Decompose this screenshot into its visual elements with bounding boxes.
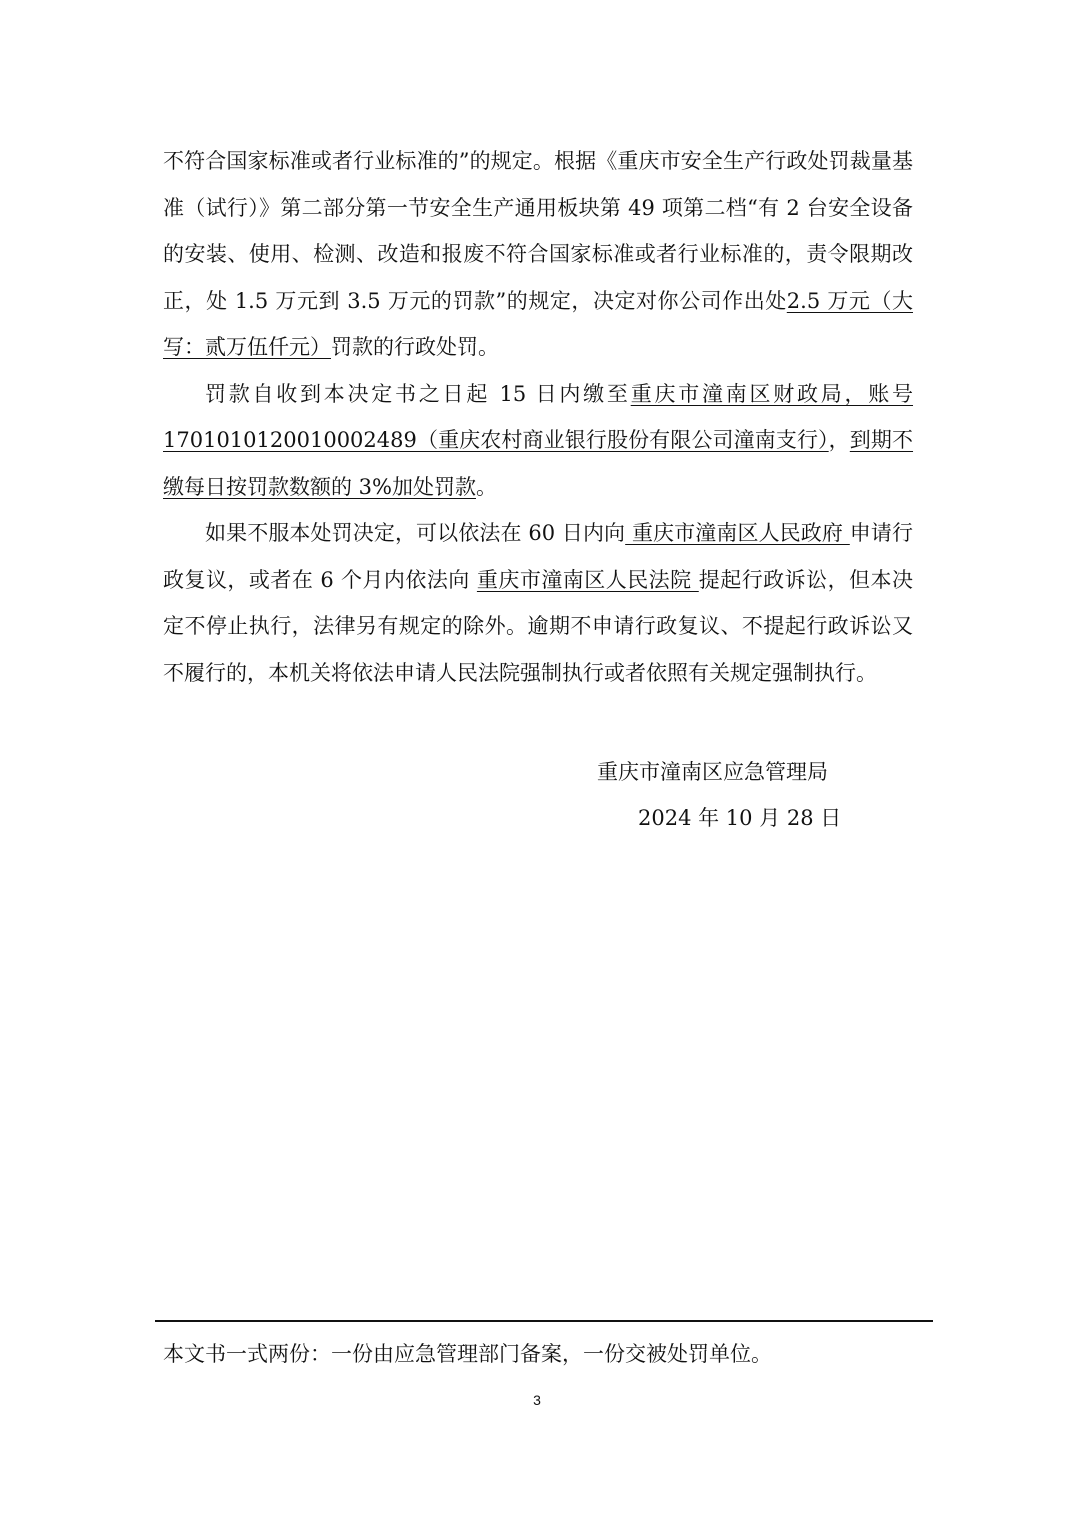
footer-note: 本文书一式两份：一份由应急管理部门备案，一份交被处罚单位。	[163, 1342, 772, 1366]
review-authority: 重庆市潼南区人民政府	[625, 521, 850, 545]
payment-closing: 。	[476, 474, 497, 499]
payment-account: 重庆市潼南区财政局，账号 1701010120010002489（重庆农村商业银行股份有限公司潼南支行）	[163, 381, 914, 452]
footer-divider	[155, 1320, 933, 1322]
court-name: 重庆市潼南区人民法院	[476, 567, 699, 592]
paragraph-penalty-basis	[163, 138, 913, 371]
fine-amount: 2.5 万元（大写：贰万伍仟元）	[163, 288, 913, 359]
page-number: 3	[533, 1392, 541, 1408]
late-fee-clause: 到期不缴每日按罚款数额的 3%加处罚款	[163, 428, 914, 499]
appeal-closing-text: 提起行政诉讼，但本决定不停止执行，法律另有规定的除外。逾期不申请行政复议、不提起行政诉讼又不履行的，本机关将依法申请人民法院强制执行或者依照有关规定强制执行。	[163, 567, 913, 685]
paragraph-appeal-rights	[163, 510, 913, 696]
issuing-organization: 重庆市潼南区应急管理局	[597, 760, 828, 784]
payment-separator: ，	[828, 428, 850, 452]
penalty-basis-text: 不符合国家标准或者行业标准的”的规定。根据《重庆市安全生产行政处罚裁量基准（试行）》第二部分第一节安全生产通用板块第 49 项第二档“有 2 台安全设备的安装、使用、检测、改造和报废不符合国家标准或者行业标准的，责令限期改正，处 1.5 万元到 3.5 万元的罚款”的规定，决定对你公司作出处	[163, 149, 913, 313]
appeal-middle-text: 申请行政复议，或者在 6 个月内依法向	[163, 521, 913, 592]
paragraph-payment	[163, 371, 913, 511]
payment-deadline-text: 罚款自收到本决定书之日起 15 日内缴至	[205, 381, 631, 406]
appeal-intro-text: 如果不服本处罚决定，可以依法在 60 日内向	[205, 521, 626, 545]
issue-date: 2024 年 10 月 28 日	[638, 806, 842, 830]
decision-body	[163, 138, 913, 696]
penalty-basis-closing: 罚款的行政处罚。	[331, 335, 499, 359]
